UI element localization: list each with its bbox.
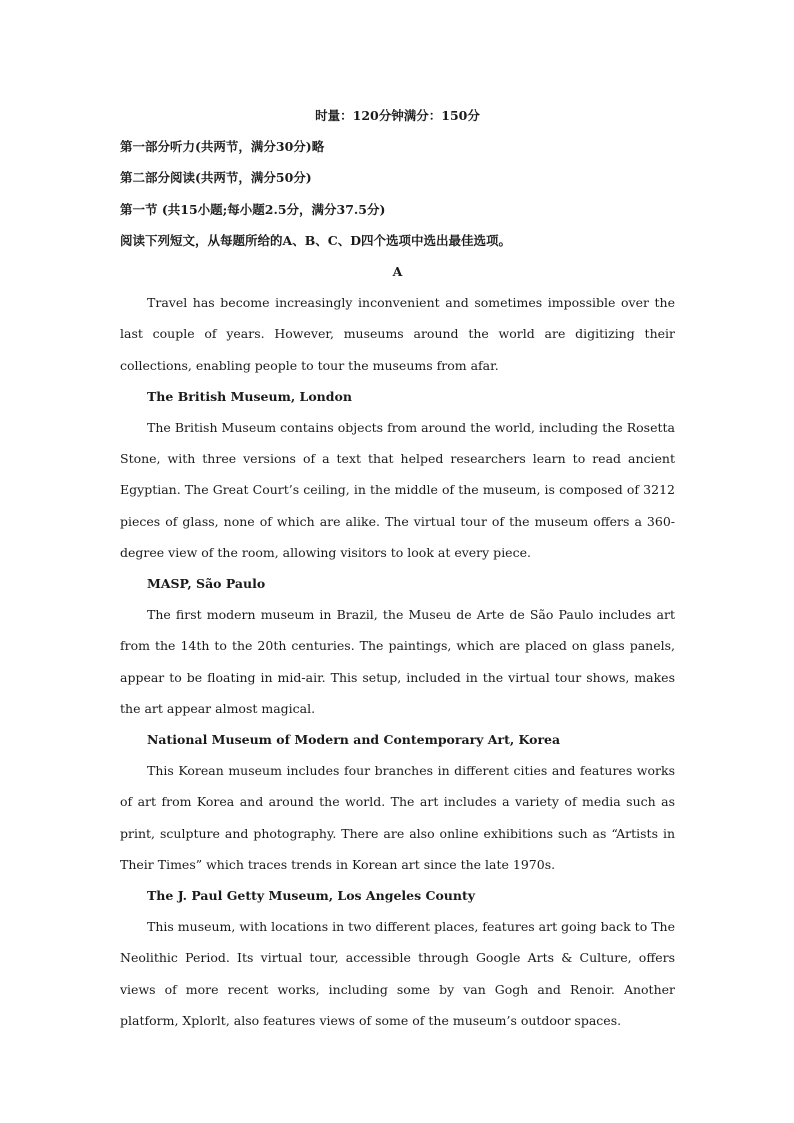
museum-title-british: The British Museum, London [147, 388, 352, 404]
museum-title-getty: The J. Paul Getty Museum, Los Angeles County [147, 888, 476, 904]
museum-text-getty: This museum, with locations in two different places, features art going back to The Neolithic Period. Its virtual tour, accessible through Google Arts & Culture, offers views of more recent works, including some by van Gogh and Renoir. Another platform, Xplorlt, also features views of some of the museum’s outdoor spaces. [120, 919, 675, 1028]
museum-title-masp: MASP, São Paulo [147, 576, 266, 592]
museum-text-masp: The first modern museum in Brazil, the Museu de Arte de São Paulo includes art from the 14th to the 20th centuries. The paintings, which are placed on glass panels, appear to be floating in mid-air. This setup, included in the virtual tour shows, makes the art appear almost magical. [120, 607, 675, 716]
section1-heading: 第一节 (共15小题;每小题2.5分，满分37.5分) [120, 201, 386, 217]
passage-label: A [392, 264, 403, 280]
part1-heading: 第一部分听力(共两节，满分30分)略 [120, 139, 325, 155]
reading-instructions: 阅读下列短文，从每题所给的A、B、C、D四个选项中选出最佳选项。 [120, 232, 512, 248]
museum-title-korea: National Museum of Modern and Contemporary Art, Korea [147, 732, 561, 748]
document-page [120, 100, 675, 1036]
museum-text-korea: This Korean museum includes four branches in different cities and features works of art from Korea and around the world. The art includes a variety of media such as print, sculpture and photography. There are also online exhibitions such as “Artists in Their Times” which traces trends in Korean art since the late 1970s. [120, 763, 675, 872]
part2-heading: 第二部分阅读(共两节，满分50分) [120, 170, 312, 186]
exam-time-heading: 时量：120分钟满分：150分 [315, 108, 480, 123]
passage-intro: Travel has become increasingly inconvenient and sometimes impossible over the last couple of years. However, museums around the world are digitizing their collections, enabling people to tour the museums from afar. [120, 295, 675, 373]
museum-text-british: The British Museum contains objects from around the world, including the Rosetta Stone, with three versions of a text that helped researchers learn to read ancient Egyptian. The Great Court’s ceiling, in the middle of the museum, is composed of 3212 pieces of glass, none of which are alike. The virtual tour of the museum offers a 360-degree view of the room, allowing visitors to look at every piece. [120, 420, 675, 560]
